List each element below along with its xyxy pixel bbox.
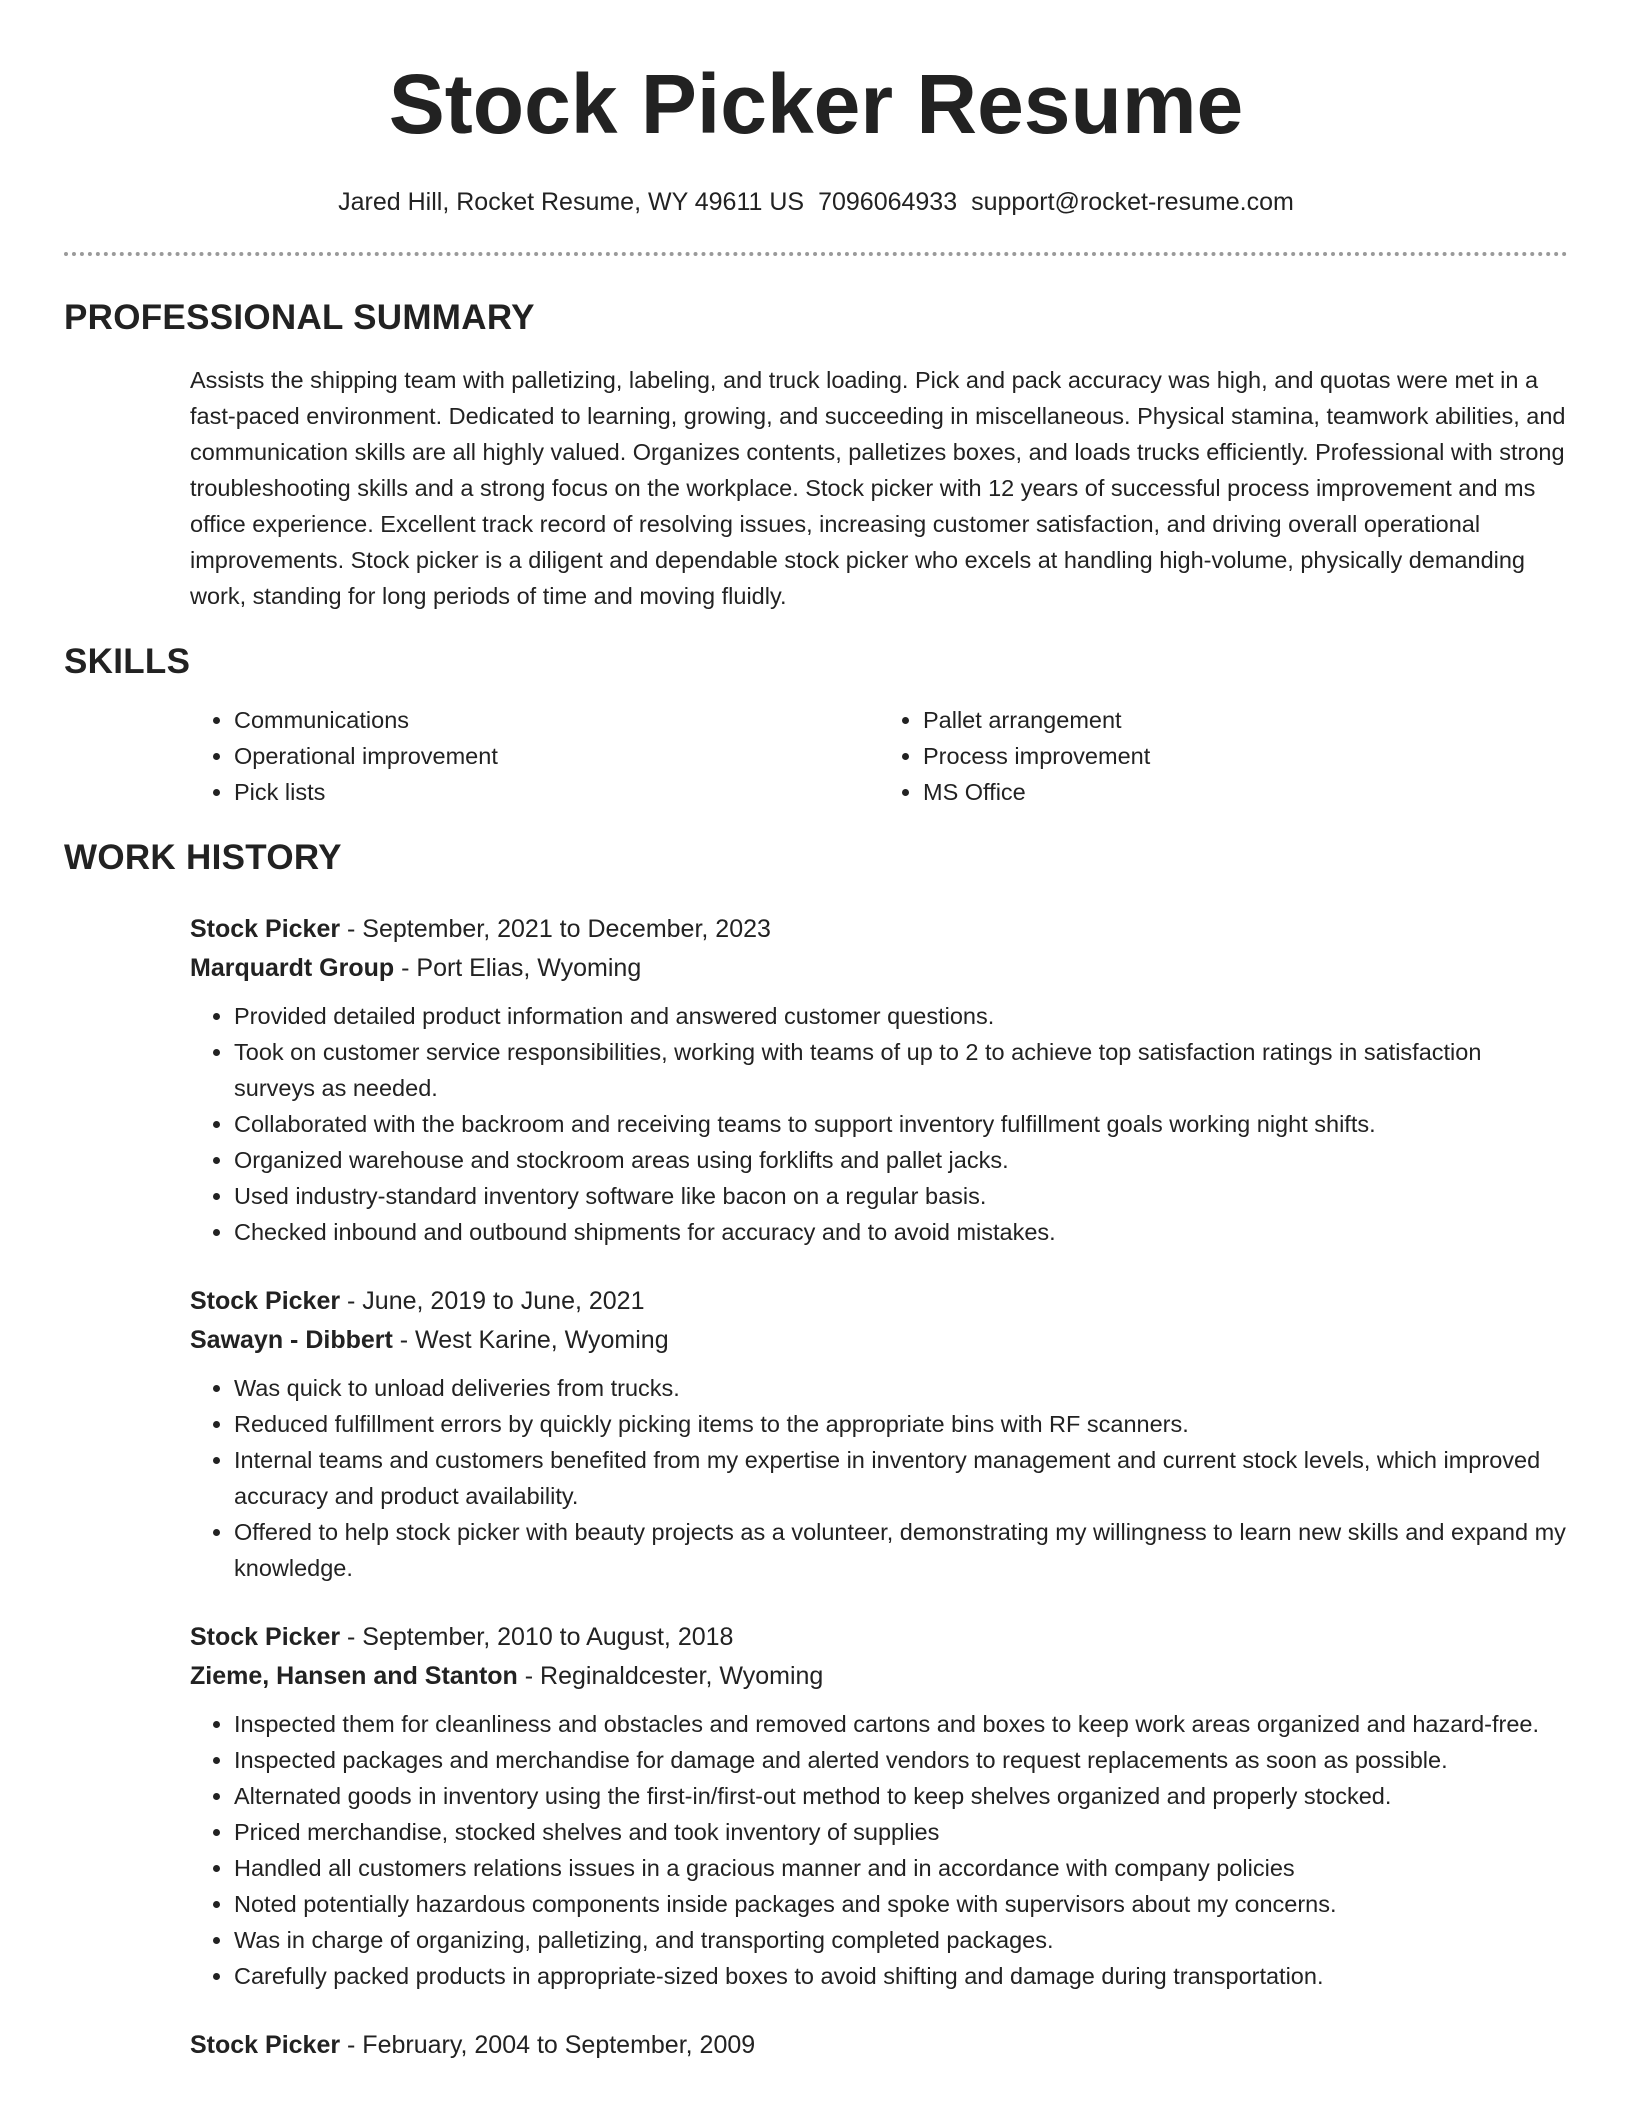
job-bullets xyxy=(190,1370,1568,1586)
job-bullet: • Reduced fulfillment errors by quickly picking items to the appropriate bins with RF scanners. xyxy=(234,1406,1568,1442)
job-bullet: • Used industry-standard inventory software like bacon on a regular basis. xyxy=(234,1178,1568,1214)
job-location: - West Karine, Wyoming xyxy=(392,1326,669,1354)
job-bullet: • Carefully packed products in appropriate-sized boxes to avoid shifting and damage during transportation. xyxy=(234,1958,1568,1994)
job-dates: - June, 2019 to June, 2021 xyxy=(340,1287,645,1315)
job-bullet: • Handled all customers relations issues in a gracious manner and in accordance with company policies xyxy=(234,1850,1568,1886)
skills-grid xyxy=(190,702,1568,810)
job-title: Stock Picker xyxy=(190,1623,341,1651)
header-divider xyxy=(64,252,1568,256)
skill-item: • Communications xyxy=(234,702,879,738)
job-entry xyxy=(190,910,1568,1250)
summary-heading: PROFESSIONAL SUMMARY xyxy=(64,298,535,337)
job-bullet: • Noted potentially hazardous components inside packages and spoke with supervisors about my concerns. xyxy=(234,1886,1568,1922)
skills-heading: SKILLS xyxy=(64,642,191,681)
job-company: Sawayn - Dibbert xyxy=(190,1326,393,1354)
resume-page xyxy=(64,0,1568,2064)
skill-item: • Pallet arrangement xyxy=(923,702,1568,738)
contact-address: Jared Hill, Rocket Resume, WY 49611 US xyxy=(338,188,805,216)
job-bullet: • Alternated goods in inventory using the first-in/first-out method to keep shelves organized and properly stocked. xyxy=(234,1778,1568,1814)
job-bullet: • Provided detailed product information and answered customer questions. xyxy=(234,998,1568,1034)
job-title-line xyxy=(190,1618,1568,1656)
job-location: - Port Elias, Wyoming xyxy=(394,954,642,982)
skill-item: • Operational improvement xyxy=(234,738,879,774)
contact-phone: 7096064933 xyxy=(818,188,958,216)
job-bullet: • Inspected packages and merchandise for damage and alerted vendors to request replacements as soon as possible. xyxy=(234,1742,1568,1778)
job-title: Stock Picker xyxy=(190,2031,341,2059)
skill-item: • Process improvement xyxy=(923,738,1568,774)
job-bullet: • Was quick to unload deliveries from trucks. xyxy=(234,1370,1568,1406)
job-title-line xyxy=(190,910,1568,948)
job-company-line xyxy=(190,1320,1568,1360)
job-bullet: • Internal teams and customers benefited from my expertise in inventory management and current stock levels, which improved accuracy and product availability. xyxy=(234,1442,1568,1514)
summary-text: Assists the shipping team with palletizing, labeling, and truck loading. Pick and pack accuracy was high, and quotas were met in a fast-paced environment. Dedicated to learning, growing, and succeeding in miscellaneous. Physical stamina, teamwork abilities, and communication skills are all highly valued. Organizes contents, palletizes boxes, and loads trucks efficiently. Professional with strong troubleshooting skills and a strong focus on the workplace. Stock picker with 12 years of successful process improvement and ms office experience. Excellent track record of resolving issues, increasing customer satisfaction, and driving overall operational improvements. Stock picker is a diligent and dependable stock picker who excels at handling high-volume, physically demanding work, standing for long periods of time and moving fluidly. xyxy=(190,367,1566,609)
job-title-line xyxy=(190,1282,1568,1320)
job-bullet: • Priced merchandise, stocked shelves and took inventory of supplies xyxy=(234,1814,1568,1850)
job-bullets xyxy=(190,998,1568,1250)
skill-item: • Pick lists xyxy=(234,774,879,810)
contact-email[interactable]: support@rocket-resume.com xyxy=(971,188,1294,216)
job-title-line xyxy=(190,2026,1568,2064)
resume-title: Stock Picker Resume xyxy=(388,57,1244,151)
job-dates: - September, 2010 to August, 2018 xyxy=(340,1623,734,1651)
job-dates: - September, 2021 to December, 2023 xyxy=(340,915,771,943)
job-entry xyxy=(190,1618,1568,1994)
job-bullet: • Was in charge of organizing, palletizing, and transporting completed packages. xyxy=(234,1922,1568,1958)
skill-item: • MS Office xyxy=(923,774,1568,810)
job-company-line xyxy=(190,948,1568,988)
job-company: Zieme, Hansen and Stanton xyxy=(190,1662,518,1690)
work-history-heading: WORK HISTORY xyxy=(64,838,342,877)
job-bullet: • Collaborated with the backroom and receiving teams to support inventory fulfillment goals working night shifts. xyxy=(234,1106,1568,1142)
job-title: Stock Picker xyxy=(190,915,341,943)
job-location: - Reginaldcester, Wyoming xyxy=(517,1662,824,1690)
job-entry xyxy=(190,1282,1568,1586)
job-bullet: • Organized warehouse and stockroom areas using forklifts and pallet jacks. xyxy=(234,1142,1568,1178)
skills-column-right xyxy=(879,702,1568,810)
job-bullets xyxy=(190,1706,1568,1994)
job-company-line xyxy=(190,1656,1568,1696)
job-entry xyxy=(190,2026,1568,2064)
job-company: Marquardt Group xyxy=(190,954,395,982)
job-bullet: • Offered to help stock picker with beauty projects as a volunteer, demonstrating my willingness to learn new skills and expand my knowledge. xyxy=(234,1514,1568,1586)
job-bullet: • Checked inbound and outbound shipments for accuracy and to avoid mistakes. xyxy=(234,1214,1568,1250)
skills-column-left xyxy=(190,702,879,810)
job-dates: - February, 2004 to September, 2009 xyxy=(340,2031,756,2059)
job-title: Stock Picker xyxy=(190,1287,341,1315)
job-bullet: • Took on customer service responsibilities, working with teams of up to 2 to achieve top satisfaction ratings in satisfaction surveys as needed. xyxy=(234,1034,1568,1106)
job-bullet: • Inspected them for cleanliness and obstacles and removed cartons and boxes to keep work areas organized and hazard-free. xyxy=(234,1706,1568,1742)
contact-line xyxy=(64,186,1568,218)
